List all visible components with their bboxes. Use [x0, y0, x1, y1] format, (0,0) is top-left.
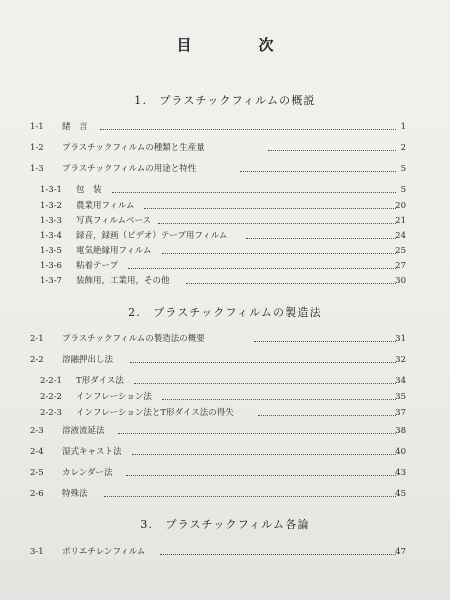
chapter-heading: 3. プラスチックフィルム各論	[140, 518, 310, 531]
entry-number: 1-3-5	[40, 246, 62, 256]
entry-title: 特殊法	[62, 489, 88, 499]
page-title: 目 次	[176, 36, 300, 54]
entry-title: プラスチックフィルムの種類と生産量	[62, 143, 205, 153]
entry-page: 5	[400, 185, 406, 195]
entry-title: カレンダー法	[62, 468, 113, 478]
toc-entry	[0, 229, 450, 243]
entry-page: 43	[395, 468, 406, 478]
entry-number: 2-1	[30, 334, 44, 344]
entry-number: 2-4	[30, 447, 44, 457]
entry-number: 1-3-7	[40, 276, 62, 286]
toc-entry	[0, 445, 450, 459]
entry-page: 32	[395, 355, 406, 365]
entry-title: 溶液流延法	[62, 426, 105, 436]
toc-entry	[0, 545, 450, 559]
entry-page: 21	[395, 216, 406, 226]
entry-title: 録音，録画（ビデオ）テープ用フィルム	[76, 231, 228, 241]
entry-page: 27	[395, 261, 406, 271]
toc-entry	[0, 162, 450, 176]
toc-entry	[0, 332, 450, 346]
chapter-heading: 1. プラスチックフィルムの概説	[134, 94, 316, 107]
dot-leader	[160, 554, 396, 555]
entry-number: 1-2	[30, 143, 44, 153]
entry-number: 1-3-2	[40, 201, 62, 211]
entry-title: プラスチックフィルムの用途と特性	[62, 164, 197, 174]
toc-entry	[0, 183, 450, 197]
entry-page: 34	[395, 376, 406, 386]
entry-number: 1-3-3	[40, 216, 62, 226]
toc-entry	[0, 390, 450, 404]
entry-page: 47	[395, 547, 406, 557]
entry-number: 3-1	[30, 547, 44, 557]
entry-title: インフレーション法とT形ダイス法の得失	[76, 408, 234, 418]
entry-title: プラスチックフィルムの製造法の概要	[62, 334, 205, 344]
chapter-heading: 2. プラスチックフィルムの製造法	[128, 306, 322, 319]
entry-title: 粘着テープ	[76, 261, 119, 271]
entry-page: 45	[395, 489, 406, 499]
toc-entry	[0, 120, 450, 134]
entry-number: 1-3	[30, 164, 44, 174]
entry-title: 農業用フィルム	[76, 201, 135, 211]
entry-title: 溶融押出し法	[62, 355, 114, 365]
dot-leader	[128, 268, 396, 269]
toc-entry	[0, 244, 450, 258]
entry-title: 包 装	[76, 185, 102, 195]
entry-number: 2-6	[30, 489, 44, 499]
entry-number: 2-2-3	[40, 408, 62, 418]
toc-entry	[0, 466, 450, 480]
dot-leader	[130, 362, 396, 363]
entry-title: T形ダイス法	[76, 376, 124, 386]
dot-leader	[240, 171, 396, 172]
entry-number: 2-3	[30, 426, 44, 436]
dot-leader	[118, 433, 396, 434]
dot-leader	[100, 129, 396, 130]
entry-page: 5	[400, 164, 406, 174]
toc-entry	[0, 353, 450, 367]
entry-number: 1-3-1	[40, 185, 62, 195]
entry-page: 25	[395, 246, 406, 256]
entry-page: 30	[395, 276, 406, 286]
dot-leader	[162, 399, 396, 400]
dot-leader	[186, 283, 396, 284]
toc-entry	[0, 141, 450, 155]
entry-page: 31	[395, 334, 406, 344]
toc-entry	[0, 274, 450, 288]
entry-number: 2-2	[30, 355, 44, 365]
entry-title: 緒 言	[62, 122, 88, 132]
entry-title: ポリエチレンフィルム	[62, 547, 146, 557]
toc-entry	[0, 214, 450, 228]
dot-leader	[268, 150, 396, 151]
toc-entry	[0, 199, 450, 213]
toc-entry	[0, 406, 450, 420]
entry-page: 37	[395, 408, 406, 418]
dot-leader	[112, 192, 396, 193]
dot-leader	[158, 223, 396, 224]
dot-leader	[132, 454, 396, 455]
dot-leader	[162, 253, 396, 254]
entry-title: 電気絶縁用フィルム	[76, 246, 152, 256]
entry-number: 2-2-1	[40, 376, 62, 386]
entry-number: 2-2-2	[40, 392, 62, 402]
dot-leader	[258, 415, 396, 416]
entry-title: 装飾用，工業用，その他	[76, 276, 170, 286]
entry-page: 2	[400, 143, 406, 153]
entry-number: 1-1	[30, 122, 44, 132]
dot-leader	[254, 341, 396, 342]
dot-leader	[144, 208, 396, 209]
toc-entry	[0, 487, 450, 501]
toc-entry	[0, 424, 450, 438]
entry-number: 1-3-4	[40, 231, 62, 241]
toc-entry	[0, 374, 450, 388]
entry-number: 2-5	[30, 468, 44, 478]
entry-number: 1-3-6	[40, 261, 62, 271]
entry-page: 1	[400, 122, 406, 132]
dot-leader	[126, 475, 396, 476]
entry-title: 写真フィルムベース	[76, 216, 152, 226]
entry-page: 20	[395, 201, 406, 211]
entry-page: 35	[395, 392, 406, 402]
dot-leader	[134, 383, 396, 384]
entry-page: 40	[395, 447, 406, 457]
entry-page: 24	[395, 231, 406, 241]
entry-title: インフレーション法	[76, 392, 152, 402]
entry-page: 38	[395, 426, 406, 436]
dot-leader	[246, 238, 396, 239]
toc-entry	[0, 259, 450, 273]
dot-leader	[104, 496, 396, 497]
entry-title: 湿式キャスト法	[62, 447, 122, 457]
